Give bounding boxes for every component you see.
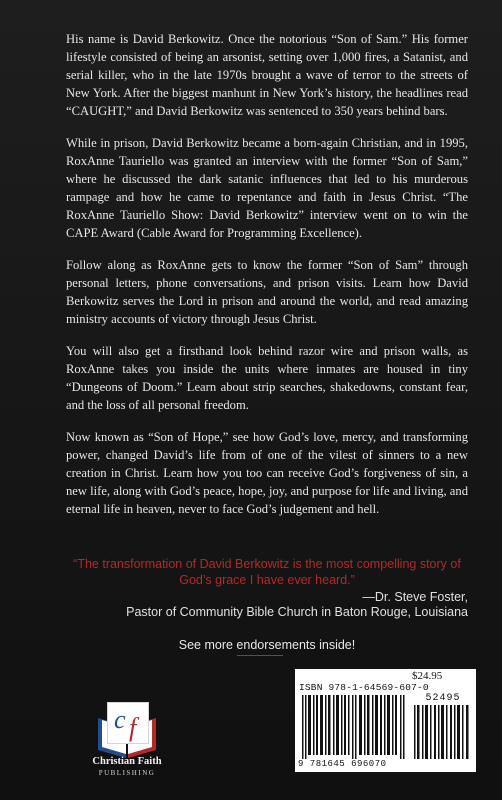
blurb <box>66 30 468 532</box>
divider-rule <box>237 655 283 656</box>
logo-letter-c: c <box>114 705 126 734</box>
blurb-paragraph-1: His name is David Berkowitz. Once the notorious “Son of Sam.” His former lifestyle consisted of being an arsonist, setting over 1,000 fires, a Satanist, and serial killer, who in the late 1970s brought a wave of terror to the streets of New York. After the biggest manhunt in New York’s history, the headlines read “CAUGHT,” and David Berkowitz was sentenced to 350 years behind bars. <box>66 32 468 118</box>
barcode-supplement-bars <box>412 705 472 759</box>
price-label: $24.95 <box>412 670 443 682</box>
publisher-tagline: PUBLISHING <box>98 769 156 777</box>
blurb-paragraph-5: Now known as “Son of Hope,” see how God’s love, mercy, and transforming power, changed David’s life from of one of the vilest of sinners to a new creation in Christ. Learn how you too can receive God’s forgiveness of sin, a new life, along with God’s peace, hope, joy, and purpose for life and living, and eternal life in heaven, never to face God’s judgement and hell. <box>66 430 468 516</box>
logo-letter-f: f <box>129 713 137 742</box>
ean-number: 9 781645 696070 <box>298 759 387 769</box>
blurb-paragraph-2: While in prison, David Berkowitz became a born-again Christian, and in 1995, RoxAnne Tauriello was granted an interview with the former “Son of Sam,” where he discussed the dark satanic influences that led to his murderous rampage and how he came to repentance and faith in Jesus Christ. “The RoxAnne Tauriello Show: David Berkowitz” interview went on to win the CAPE Award (Cable Award for Programming Excellence). <box>66 136 468 240</box>
isbn-label: ISBN 978-1-64569-607-0 <box>299 682 429 693</box>
endorsement-attribution <box>66 590 468 620</box>
blurb-paragraph-4: You will also get a firsthand look behind razor wire and prison walls, as RoxAnne takes you inside the units where inmates are housed in tiny “Dungeons of Doom.” Learn about strip searches, shakedowns, constant fear, and the loss of all personal freedom. <box>66 344 468 412</box>
blurb-paragraph-3: Follow along as RoxAnne gets to know the former “Son of Sam” through personal letters, phone conversations, and prison visits. Learn how David Berkowitz serves the Lord in prison and around the world, and read amazing ministry accounts of victory through Jesus Christ. <box>66 258 468 326</box>
endorsement-author: —Dr. Steve Foster, <box>362 590 468 604</box>
supplement-code: 52495 <box>425 693 461 704</box>
endorsement-quote: “The transformation of David Berkowitz is the most compelling story of God’s grace I have ever heard.” <box>73 557 461 587</box>
endorsement-role: Pastor of Community Bible Church in Baton Rouge, Louisiana <box>126 605 468 619</box>
barcode-ean13-bars <box>300 695 408 759</box>
publisher-logo-mark <box>107 702 149 744</box>
publisher-name: Christian Faith <box>92 756 162 767</box>
see-more-endorsements: See more endorsements inside! <box>178 638 356 652</box>
